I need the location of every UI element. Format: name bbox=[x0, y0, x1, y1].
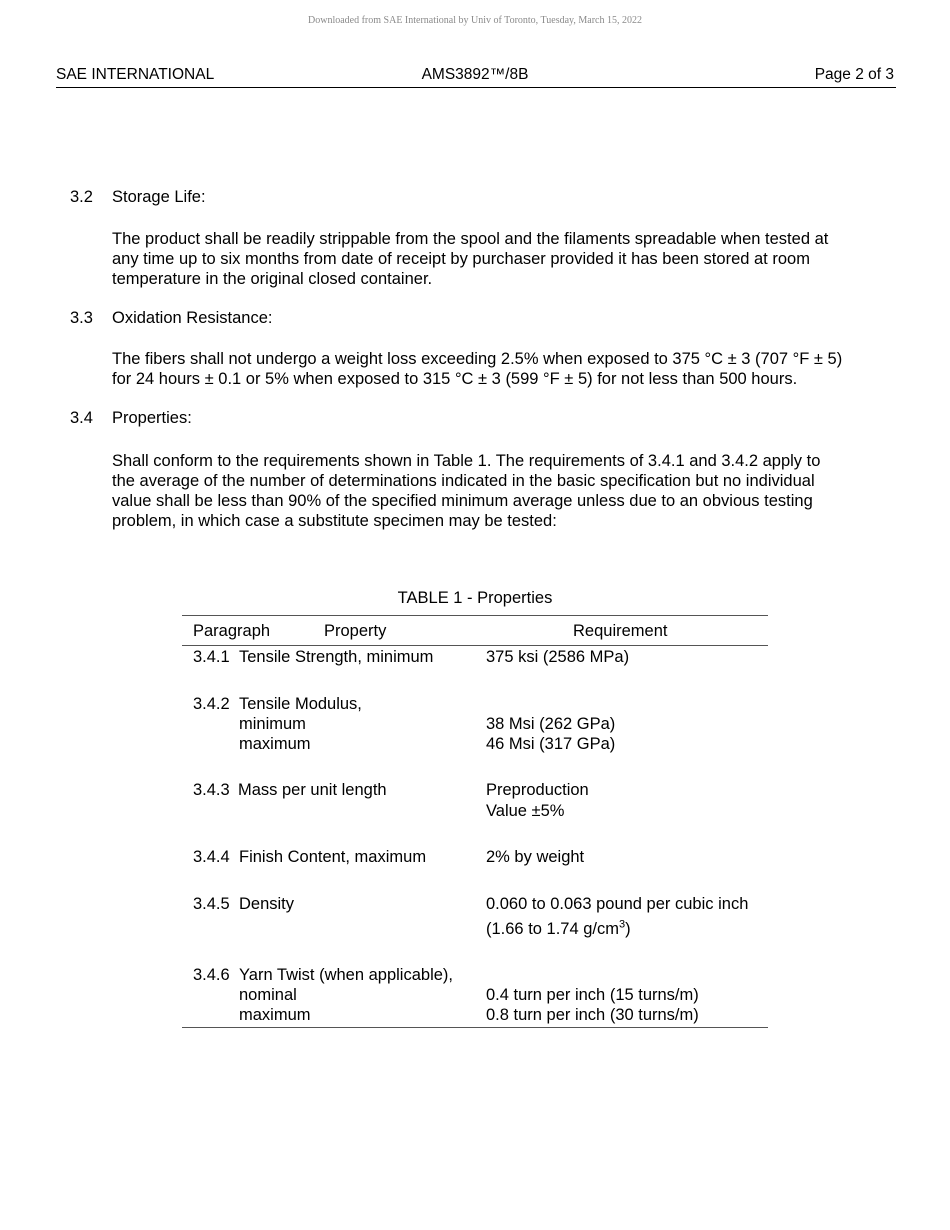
page-header bbox=[56, 66, 896, 88]
table-row-paragraph: 3.4.4 bbox=[193, 848, 230, 866]
paragraph-line: The product shall be readily strippable from the spool and the filaments spreadable when tested at bbox=[112, 230, 829, 248]
table-header-property: Property bbox=[324, 622, 387, 640]
paragraph-line: The fibers shall not undergo a weight loss exceeding 2.5% when exposed to 375 °C ± 3 (707 °F ± 5) bbox=[112, 350, 843, 368]
download-watermark: Downloaded from SAE International by Univ of Toronto, Tuesday, March 15, 2022 bbox=[308, 15, 642, 26]
table-row-property: Finish Content, maximum bbox=[239, 848, 427, 866]
table-row-requirement: Preproduction bbox=[486, 781, 589, 799]
table-row-property: Tensile Strength, minimum bbox=[239, 648, 434, 666]
table-caption: TABLE 1 - Properties bbox=[397, 589, 553, 607]
table-row-property: Density bbox=[239, 895, 295, 913]
header-page-number: Page 2 of 3 bbox=[814, 66, 894, 83]
table-row-requirement: 375 ksi (2586 MPa) bbox=[486, 648, 630, 666]
density-metric-text: (1.66 to 1.74 g/cm bbox=[486, 920, 619, 938]
table-row-subproperty: minimum bbox=[239, 715, 306, 733]
table-row-subproperty: maximum bbox=[239, 735, 311, 753]
section-heading-3-3 bbox=[70, 309, 273, 328]
table-header-paragraph: Paragraph bbox=[193, 622, 271, 640]
paragraph-line: for 24 hours ± 0.1 or 5% when exposed to 315 °C ± 3 (599 °F ± 5) for not less than 500 hours. bbox=[112, 370, 798, 388]
table-row-paragraph: 3.4.1 bbox=[193, 648, 230, 666]
section-heading-3-2 bbox=[70, 188, 206, 207]
paragraph-line: temperature in the original closed container. bbox=[112, 270, 433, 288]
section-number: 3.3 bbox=[70, 309, 93, 327]
paragraph-line: any time up to six months from date of receipt by purchaser provided it has been stored at room bbox=[112, 250, 810, 268]
table-header-rule bbox=[182, 645, 768, 646]
table-row-paragraph: 3.4.6 bbox=[193, 966, 230, 984]
table-row-paragraph: 3.4.5 bbox=[193, 895, 230, 913]
section-title: Oxidation Resistance: bbox=[112, 309, 273, 327]
table-row-subproperty: nominal bbox=[239, 986, 297, 1004]
section-number: 3.4 bbox=[70, 409, 93, 427]
section-body-3-3 bbox=[112, 349, 882, 389]
section-title: Storage Life: bbox=[112, 188, 206, 206]
table-row-requirement bbox=[486, 919, 631, 939]
table-row-requirement: 0.8 turn per inch (30 turns/m) bbox=[486, 1006, 699, 1024]
header-organization: SAE INTERNATIONAL bbox=[56, 66, 215, 83]
section-number: 3.2 bbox=[70, 188, 93, 206]
table-header-requirement: Requirement bbox=[573, 622, 668, 640]
table-row-requirement: 0.060 to 0.063 pound per cubic inch bbox=[486, 895, 749, 913]
table-row-subproperty: maximum bbox=[239, 1006, 311, 1024]
superscript: 3 bbox=[619, 918, 626, 931]
table-row-requirement: 2% by weight bbox=[486, 848, 585, 866]
header-document-number: AMS3892™/8B bbox=[421, 66, 529, 83]
section-body-3-2 bbox=[112, 229, 882, 289]
paragraph-line: value shall be less than 90% of the specified minimum average unless due to an obvious testing bbox=[112, 492, 813, 510]
table-row-requirement: 0.4 turn per inch (15 turns/m) bbox=[486, 986, 699, 1004]
table-top-rule bbox=[182, 615, 768, 616]
table-row-paragraph: 3.4.2 bbox=[193, 695, 230, 713]
section-body-3-4 bbox=[112, 451, 882, 531]
density-metric-close: ) bbox=[625, 920, 631, 938]
section-heading-3-4 bbox=[70, 409, 192, 428]
table-row-requirement: Value ±5% bbox=[486, 802, 565, 820]
paragraph-line: Shall conform to the requirements shown in Table 1. The requirements of 3.4.1 and 3.4.2 apply to bbox=[112, 452, 821, 470]
table-row-requirement: 46 Msi (317 GPa) bbox=[486, 735, 616, 753]
table-row-requirement: 38 Msi (262 GPa) bbox=[486, 715, 616, 733]
table-bottom-rule bbox=[182, 1027, 768, 1028]
paragraph-line: the average of the number of determinations indicated in the basic specification but no individual bbox=[112, 472, 815, 490]
table-row-property: Yarn Twist (when applicable), bbox=[239, 966, 453, 984]
table-row-paragraph: 3.4.3 bbox=[193, 781, 230, 799]
table-row-property: Mass per unit length bbox=[238, 781, 387, 799]
table-row-property: Tensile Modulus, bbox=[239, 695, 362, 713]
paragraph-line: problem, in which case a substitute specimen may be tested: bbox=[112, 512, 557, 530]
section-title: Properties: bbox=[112, 409, 192, 427]
